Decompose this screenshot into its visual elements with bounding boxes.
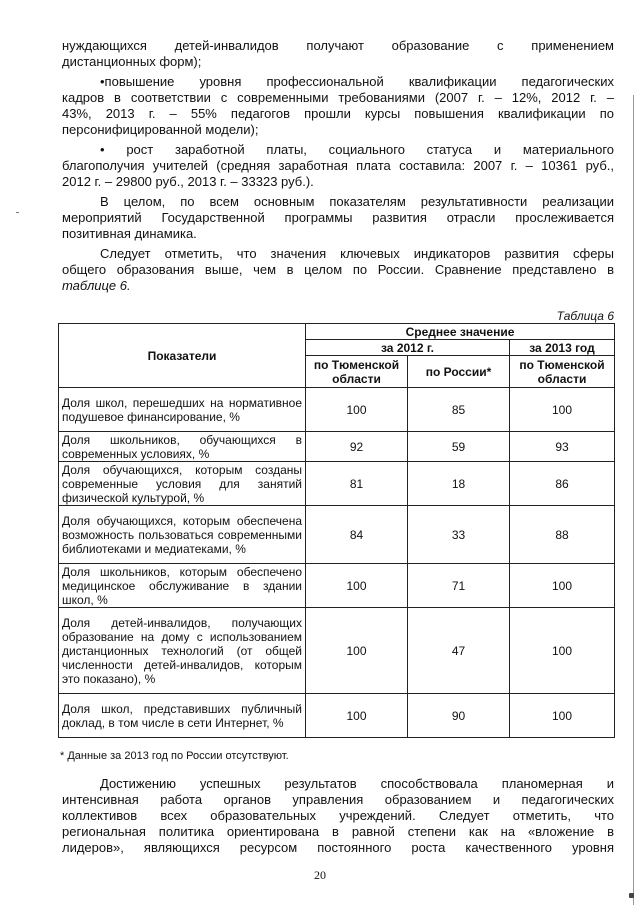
scan-corner-mark	[629, 893, 634, 898]
text-line: Достижению успешных результатов способствовала планомерная и	[100, 776, 614, 791]
text-line: региональная политика ориентирована в равной степени как на «вложение в	[62, 824, 614, 839]
value-tyumen-2012: 84	[306, 506, 408, 564]
table-row	[59, 694, 615, 738]
indicator-cell: Доля школьников, которым обеспечено медицинское обслуживание в здании школ, %	[59, 564, 306, 608]
value-russia: 33	[408, 506, 510, 564]
value-russia: 47	[408, 608, 510, 694]
bullet-line: •повышение уровня профессиональной квалификации педагогических	[100, 74, 614, 89]
bullet-line: • рост заработной платы, социального статуса и материального	[100, 142, 614, 157]
value-tyumen-2012: 100	[306, 388, 408, 432]
text-line: дистанционных форм);	[62, 54, 202, 69]
table-row	[59, 462, 615, 506]
header-year-2013: за 2013 год	[510, 340, 615, 356]
indicator-cell: Доля школ, перешедших на нормативное подушевое финансирование, %	[59, 388, 306, 432]
header-tyumen-2013: по Тюменской области	[510, 356, 615, 388]
text-line: таблице 6.	[62, 278, 131, 293]
indicator-cell: Доля школьников, обучающихся в современных условиях, %	[59, 432, 306, 462]
text-line: 43%, 2013 г. – 55% педагогов прошли курсы повышения квалификации по	[62, 106, 614, 121]
table-row	[59, 506, 615, 564]
value-tyumen-2012: 100	[306, 608, 408, 694]
value-tyumen-2012: 100	[306, 694, 408, 738]
text-line: 2012 г. – 29800 руб., 2013 г. – 33323 руб.).	[62, 174, 314, 189]
value-tyumen-2013: 86	[510, 462, 615, 506]
value-russia: 59	[408, 432, 510, 462]
indicator-cell: Доля школ, представивших публичный доклад, в том числе в сети Интернет, %	[59, 694, 306, 738]
table-row	[59, 388, 615, 432]
indicator-cell: Доля обучающихся, которым созданы современные условия для занятий физической культурой, %	[59, 462, 306, 506]
value-tyumen-2013: 88	[510, 506, 615, 564]
text-line: лидеров», являющихся ресурсом постоянного роста качественного уровня	[62, 840, 614, 855]
value-russia: 71	[408, 564, 510, 608]
value-tyumen-2013: 93	[510, 432, 615, 462]
page-number: 20	[314, 868, 326, 882]
value-russia: 85	[408, 388, 510, 432]
table-footnote: * Данные за 2013 год по России отсутствуют.	[60, 750, 289, 762]
value-tyumen-2012: 92	[306, 432, 408, 462]
value-tyumen-2013: 100	[510, 564, 615, 608]
text-line: мероприятий Государственной программы развития отрасли прослеживается	[62, 210, 614, 225]
text-line: кадров в соответствии с современными требованиями (2007 г. – 12%, 2012 г. –	[62, 90, 614, 105]
scan-speck	[16, 212, 19, 213]
text-line: общего образования выше, чем в целом по России. Сравнение представлено в	[62, 262, 614, 277]
scan-edge-line	[633, 95, 634, 905]
header-indicators: Показатели	[59, 324, 306, 388]
text-line: персонифицированной модели);	[62, 122, 259, 137]
indicator-cell: Доля детей-инвалидов, получающих образование на дому с использованием дистанционных технологий (от общей численности детей-инвалидов, которым это показано), %	[59, 608, 306, 694]
table-caption: Таблица 6	[556, 309, 614, 323]
text-line: интенсивная работа органов управления образованием и педагогических	[62, 792, 614, 807]
text-line: В целом, по всем основным показателям результативности реализации	[100, 194, 614, 209]
value-tyumen-2013: 100	[510, 388, 615, 432]
table-row	[59, 432, 615, 462]
text-line: коллективов всех образовательных учреждений. Следует отметить, что	[62, 808, 614, 823]
value-russia: 18	[408, 462, 510, 506]
table-row	[59, 564, 615, 608]
text-line: нуждающихся детей-инвалидов получают образование с применением	[62, 38, 614, 53]
comparison-table	[58, 323, 615, 738]
header-average: Среднее значение	[306, 324, 615, 340]
text-line: Следует отметить, что значения ключевых индикаторов развития сферы	[100, 246, 614, 261]
value-tyumen-2012: 100	[306, 564, 408, 608]
table-row	[59, 608, 615, 694]
header-tyumen-2012: по Тюменской области	[306, 356, 408, 388]
header-russia: по России*	[408, 356, 510, 388]
value-tyumen-2013: 100	[510, 694, 615, 738]
value-russia: 90	[408, 694, 510, 738]
indicator-cell: Доля обучающихся, которым обеспечена возможность пользоваться современными библиотеками и медиатеками, %	[59, 506, 306, 564]
value-tyumen-2012: 81	[306, 462, 408, 506]
value-tyumen-2013: 100	[510, 608, 615, 694]
text-line: позитивная динамика.	[62, 226, 197, 241]
header-year-2012: за 2012 г.	[306, 340, 510, 356]
text-line: благополучия учителей (средняя заработная плата составила: 2007 г. – 10361 руб.,	[62, 158, 614, 173]
